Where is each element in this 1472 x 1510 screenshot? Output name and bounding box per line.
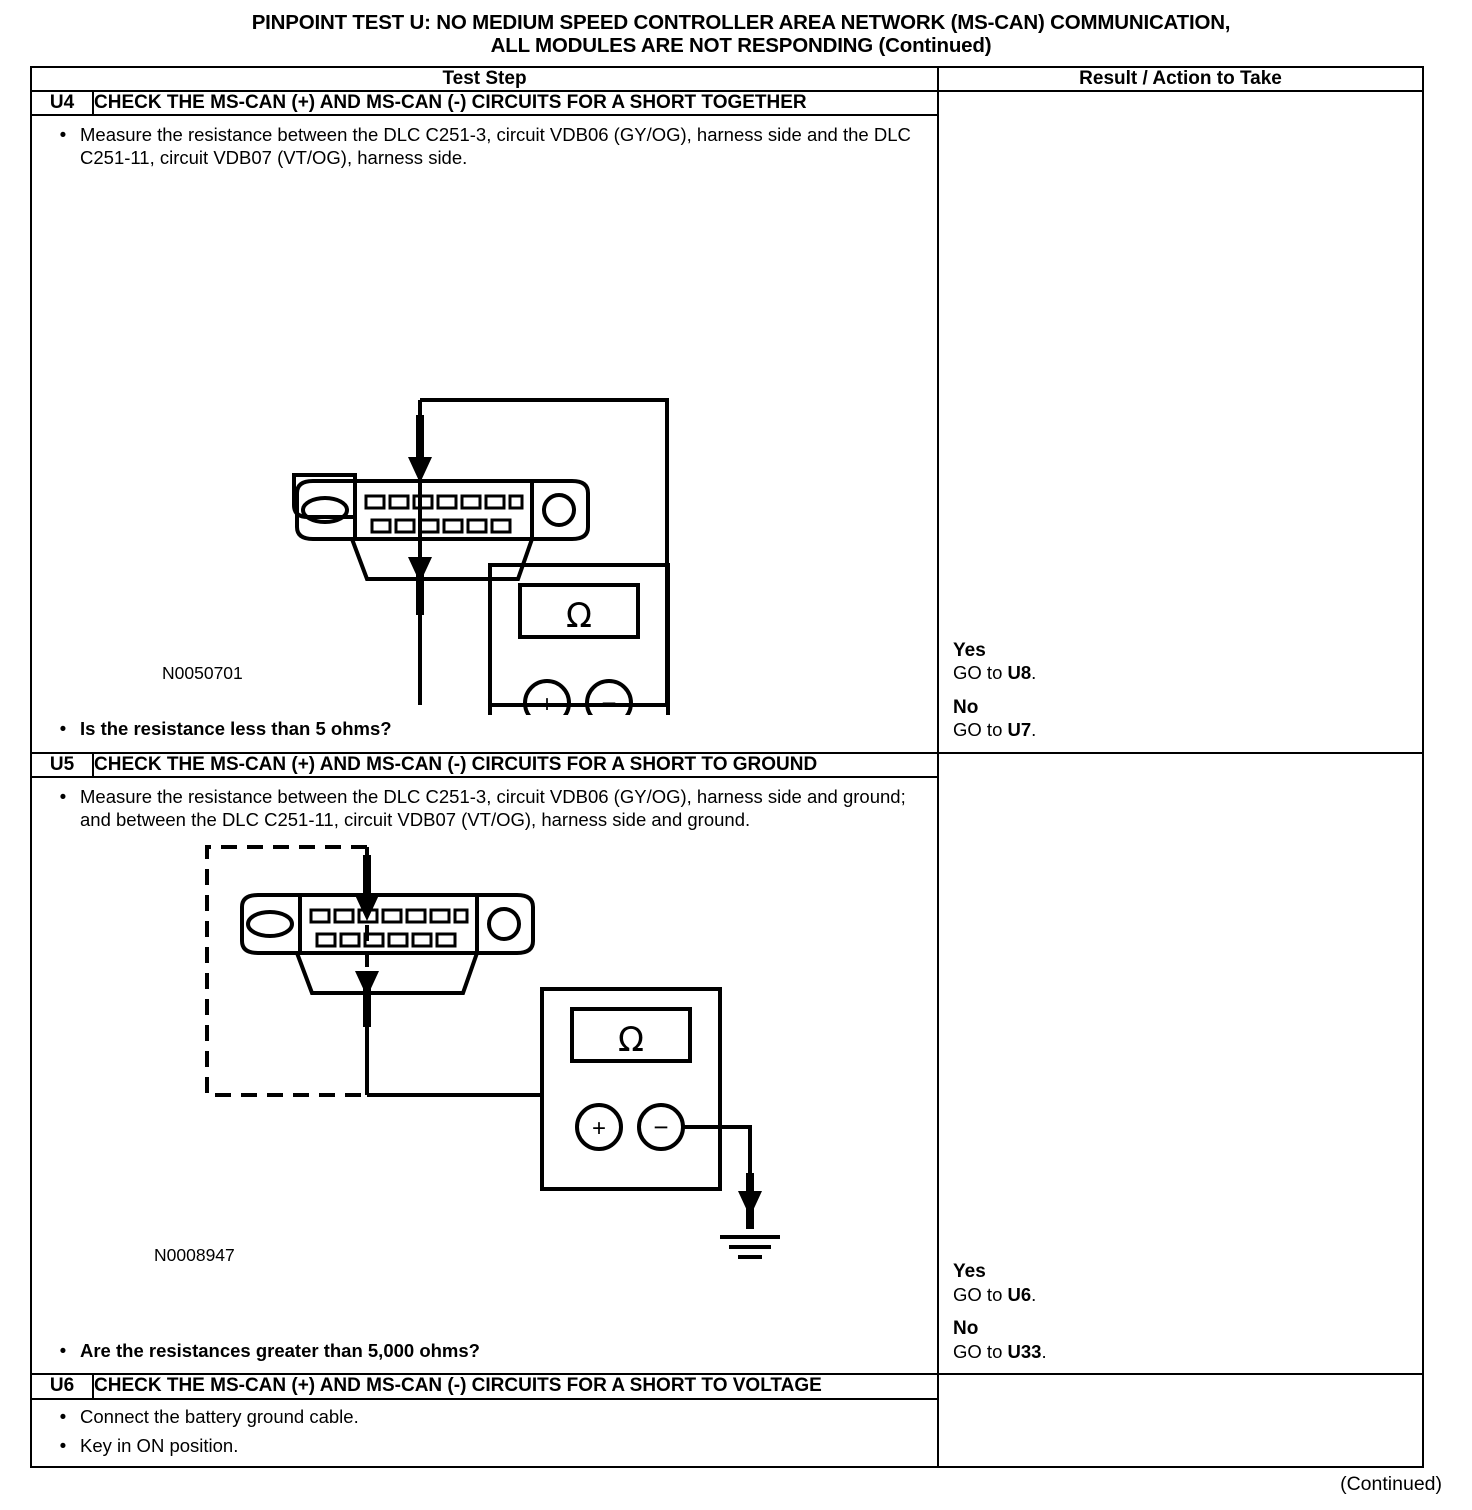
figure-code-u4: N0050701: [162, 663, 243, 684]
step-body-u4: [31, 115, 938, 752]
bullet-text: Connect the battery ground cable.: [80, 1405, 359, 1427]
bullet-dot-icon: •: [59, 787, 67, 809]
result-no-suffix-u4: .: [1031, 719, 1037, 741]
result-cell-u5: [938, 753, 1423, 1375]
step-id-u5: U5: [31, 753, 93, 777]
question-text: Are the resistances greater than 5,000 ohms?: [80, 1340, 480, 1362]
svg-text:−: −: [653, 1112, 669, 1143]
page-title-line-1: PINPOINT TEST U: NO MEDIUM SPEED CONTROLLER AREA NETWORK (MS-CAN) COMMUNICATION,: [251, 11, 1231, 34]
page-footer: (Continued): [1340, 1473, 1442, 1495]
question-item-u5: [32, 1337, 937, 1373]
bullet-item: [32, 1400, 937, 1432]
header-result-action: Result / Action to Take: [938, 67, 1423, 91]
result-no-target-u5: U33: [1007, 1341, 1042, 1363]
bullet-dot-icon: •: [59, 125, 67, 147]
result-no-label-u4: No: [953, 696, 979, 718]
bullet-item: [32, 1432, 937, 1466]
dlc-resistance-short-together-diagram: [32, 175, 877, 715]
bullet-item: [32, 778, 937, 831]
svg-text:+: +: [591, 1115, 607, 1143]
question-text: Is the resistance less than 5 ohms?: [80, 718, 392, 740]
result-inner-u5: [953, 1261, 1047, 1363]
result-no-target-u4: U7: [1007, 719, 1032, 741]
result-yes-prefix-u5: GO to: [953, 1284, 1008, 1306]
question-item-u4: [32, 715, 937, 751]
result-no-suffix-u5: .: [1041, 1341, 1047, 1363]
svg-text:Ω: Ω: [566, 596, 592, 637]
step-title-u5: CHECK THE MS-CAN (+) AND MS-CAN (-) CIRCUITS FOR A SHORT TO GROUND: [93, 753, 938, 777]
header-test-step: Test Step: [31, 67, 938, 91]
step-body-u6: [31, 1399, 938, 1467]
step-title-u4: CHECK THE MS-CAN (+) AND MS-CAN (-) CIRCUITS FOR A SHORT TOGETHER: [93, 91, 938, 115]
bullet-dot-icon: •: [59, 719, 67, 741]
result-no-label-u5: No: [953, 1318, 979, 1340]
page-title: [40, 12, 1442, 58]
result-yes-suffix-u4: .: [1031, 662, 1037, 684]
step-id-u6: U6: [31, 1374, 93, 1398]
result-yes-target-u4: U8: [1007, 662, 1032, 684]
result-yes-suffix-u5: .: [1031, 1284, 1037, 1306]
result-yes-label-u4: Yes: [953, 639, 986, 661]
result-cell-u6: [938, 1374, 1423, 1467]
result-no-prefix-u5: GO to: [953, 1341, 1008, 1363]
figure-u5: [32, 837, 937, 1337]
result-yes-action-u4: [953, 662, 1036, 684]
bullet-dot-icon: •: [59, 1435, 67, 1457]
result-no-prefix-u4: GO to: [953, 719, 1008, 741]
step-id-u4: U4: [31, 91, 93, 115]
result-no-action-u4: [953, 719, 1036, 741]
bullet-item: [32, 116, 937, 169]
result-yes-action-u5: [953, 1284, 1047, 1306]
result-yes-label-u5: Yes: [953, 1261, 986, 1283]
step-body-u5: [31, 777, 938, 1374]
svg-text:−: −: [601, 688, 617, 716]
step-title-u6: CHECK THE MS-CAN (+) AND MS-CAN (-) CIRCUITS FOR A SHORT TO VOLTAGE: [93, 1374, 938, 1398]
svg-text:+: +: [539, 691, 555, 716]
table-row: [31, 753, 1423, 777]
figure-code-u5: N0008947: [154, 1245, 235, 1266]
result-yes-prefix-u4: GO to: [953, 662, 1008, 684]
page-title-line-2: ALL MODULES ARE NOT RESPONDING (Continued): [490, 33, 992, 57]
table-header-row: [31, 67, 1423, 91]
table-row: [31, 1374, 1423, 1398]
pinpoint-test-table: [30, 66, 1424, 1468]
table-row: [31, 91, 1423, 115]
result-no-action-u5: [953, 1341, 1047, 1363]
bullet-dot-icon: •: [59, 1341, 67, 1363]
result-cell-u4: [938, 91, 1423, 753]
bullet-text: Measure the resistance between the DLC C251-3, circuit VDB06 (GY/OG), harness side and the DLC C251-11, circuit VDB07 (VT/OG), harness side.: [80, 124, 911, 168]
bullet-text: Key in ON position.: [80, 1434, 239, 1456]
svg-text:Ω: Ω: [618, 1020, 644, 1061]
bullet-dot-icon: •: [59, 1406, 67, 1428]
bullet-text: Measure the resistance between the DLC C251-3, circuit VDB06 (GY/OG), harness side and ground; and between the DLC C251-11, circuit VDB07 (VT/OG), harness side and ground.: [80, 786, 906, 830]
document-page: [0, 12, 1472, 1510]
result-inner-u4: [953, 640, 1036, 742]
result-yes-target-u5: U6: [1007, 1284, 1032, 1306]
figure-u4: [32, 175, 937, 715]
